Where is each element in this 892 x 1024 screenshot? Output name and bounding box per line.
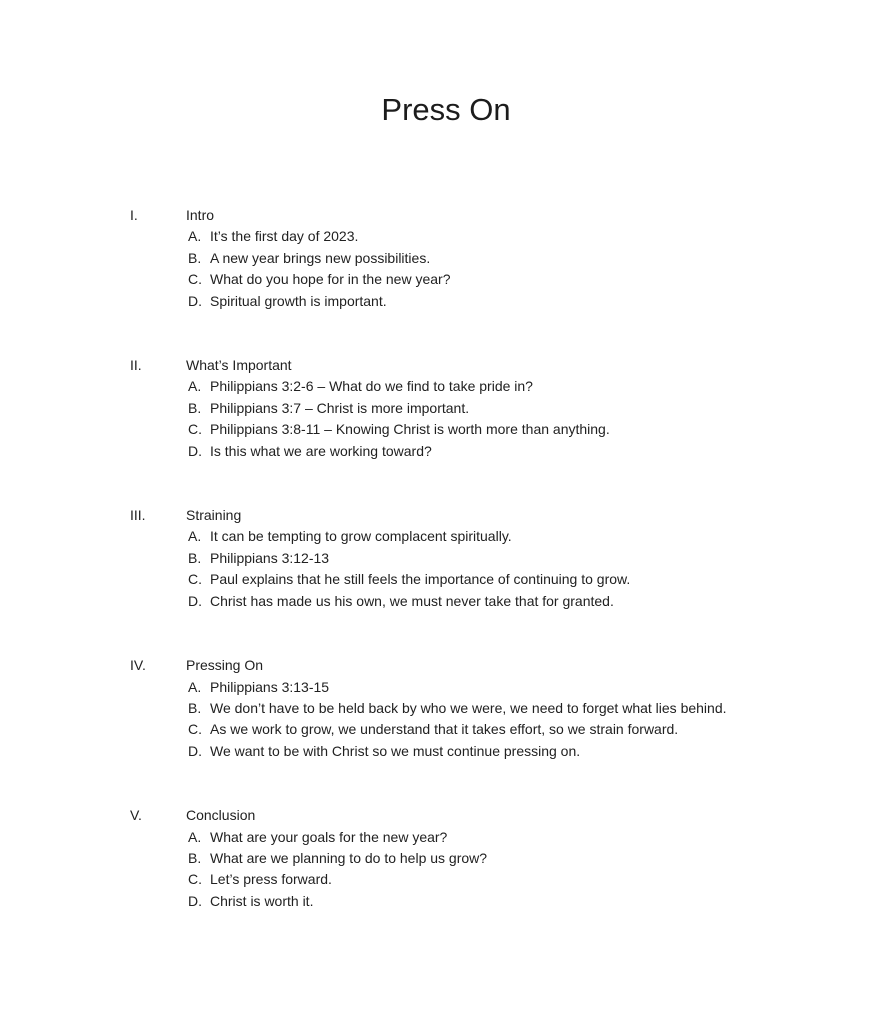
item-text: A new year brings new possibilities. — [210, 249, 431, 266]
section-heading-row — [0, 655, 892, 676]
outline-item — [0, 376, 892, 397]
item-text: It can be tempting to grow complacent spiritually. — [210, 528, 512, 545]
item-text: Philippians 3:2-6 – What do we find to take pride in? — [210, 378, 533, 395]
outline-section-whats-important — [0, 355, 892, 462]
item-text: Christ is worth it. — [210, 892, 314, 909]
item-letter: C. — [188, 271, 202, 288]
item-letter: B. — [188, 249, 202, 266]
outline-item — [0, 698, 892, 719]
outline-item — [0, 569, 892, 590]
outline-item — [0, 419, 892, 440]
item-letter: D. — [188, 742, 202, 759]
section-numeral: II. — [130, 357, 142, 374]
item-letter: D. — [188, 592, 202, 609]
section-heading: What’s Important — [186, 357, 292, 374]
item-text: As we work to grow, we understand that it takes effort, so we strain forward. — [210, 721, 679, 738]
item-letter: D. — [188, 292, 202, 309]
section-numeral: III. — [130, 507, 146, 524]
section-heading-row — [0, 505, 892, 526]
item-text: Philippians 3:7 – Christ is more important. — [210, 399, 470, 416]
outline-item — [0, 677, 892, 698]
outline-item — [0, 248, 892, 269]
outline-item — [0, 226, 892, 247]
item-text: Let’s press forward. — [210, 871, 332, 888]
item-text: What are we planning to do to help us grow? — [210, 849, 488, 866]
section-heading-row — [0, 355, 892, 376]
item-text: Philippians 3:12-13 — [210, 549, 330, 566]
item-text: It’s the first day of 2023. — [210, 228, 359, 245]
section-heading: Straining — [186, 507, 242, 524]
outline-item — [0, 891, 892, 912]
item-letter: A. — [188, 528, 202, 545]
outline-item — [0, 591, 892, 612]
outline-item — [0, 548, 892, 569]
document-title: Press On — [381, 92, 511, 127]
outline-item — [0, 869, 892, 890]
outline-item — [0, 269, 892, 290]
section-heading-row — [0, 805, 892, 826]
item-letter: C. — [188, 871, 202, 888]
outline-item — [0, 848, 892, 869]
outline-item — [0, 441, 892, 462]
outline-section-straining — [0, 505, 892, 612]
item-letter: B. — [188, 849, 202, 866]
item-letter: A. — [188, 378, 202, 395]
item-text: Is this what we are working toward? — [210, 442, 432, 459]
item-letter: B. — [188, 549, 202, 566]
item-text: We want to be with Christ so we must continue pressing on. — [210, 742, 581, 759]
item-letter: C. — [188, 571, 202, 588]
section-heading: Conclusion — [186, 807, 256, 824]
item-letter: A. — [188, 678, 202, 695]
outline-item — [0, 741, 892, 762]
section-numeral: IV. — [130, 657, 146, 674]
item-letter: C. — [188, 421, 202, 438]
section-heading: Pressing On — [186, 657, 264, 674]
item-letter: D. — [188, 892, 202, 909]
outline-item — [0, 398, 892, 419]
item-letter: B. — [188, 399, 202, 416]
section-heading: Intro — [186, 207, 215, 223]
item-letter: B. — [188, 699, 202, 716]
outline-item — [0, 827, 892, 848]
outline-section-intro — [0, 205, 892, 312]
item-letter: D. — [188, 442, 202, 459]
outline-item — [0, 719, 892, 740]
outline-section-pressing-on — [0, 655, 892, 762]
item-text: We don’t have to be held back by who we were, we need to forget what lies behind. — [210, 699, 727, 716]
outline-item — [0, 291, 892, 312]
item-text: Spiritual growth is important. — [210, 292, 387, 309]
item-text: Philippians 3:8-11 – Knowing Christ is worth more than anything. — [210, 421, 610, 438]
section-numeral: V. — [130, 807, 142, 824]
item-text: Philippians 3:13-15 — [210, 678, 330, 695]
item-text: What do you hope for in the new year? — [210, 271, 451, 288]
section-numeral: I. — [130, 207, 138, 223]
item-text: What are your goals for the new year? — [210, 828, 448, 845]
section-heading-row — [0, 205, 892, 226]
outline-section-conclusion — [0, 805, 892, 912]
item-letter: C. — [188, 721, 202, 738]
outline — [0, 205, 892, 912]
item-letter: A. — [188, 828, 202, 845]
outline-item — [0, 526, 892, 547]
item-text: Christ has made us his own, we must never take that for granted. — [210, 592, 614, 609]
item-text: Paul explains that he still feels the importance of continuing to grow. — [210, 571, 631, 588]
item-letter: A. — [188, 228, 202, 245]
